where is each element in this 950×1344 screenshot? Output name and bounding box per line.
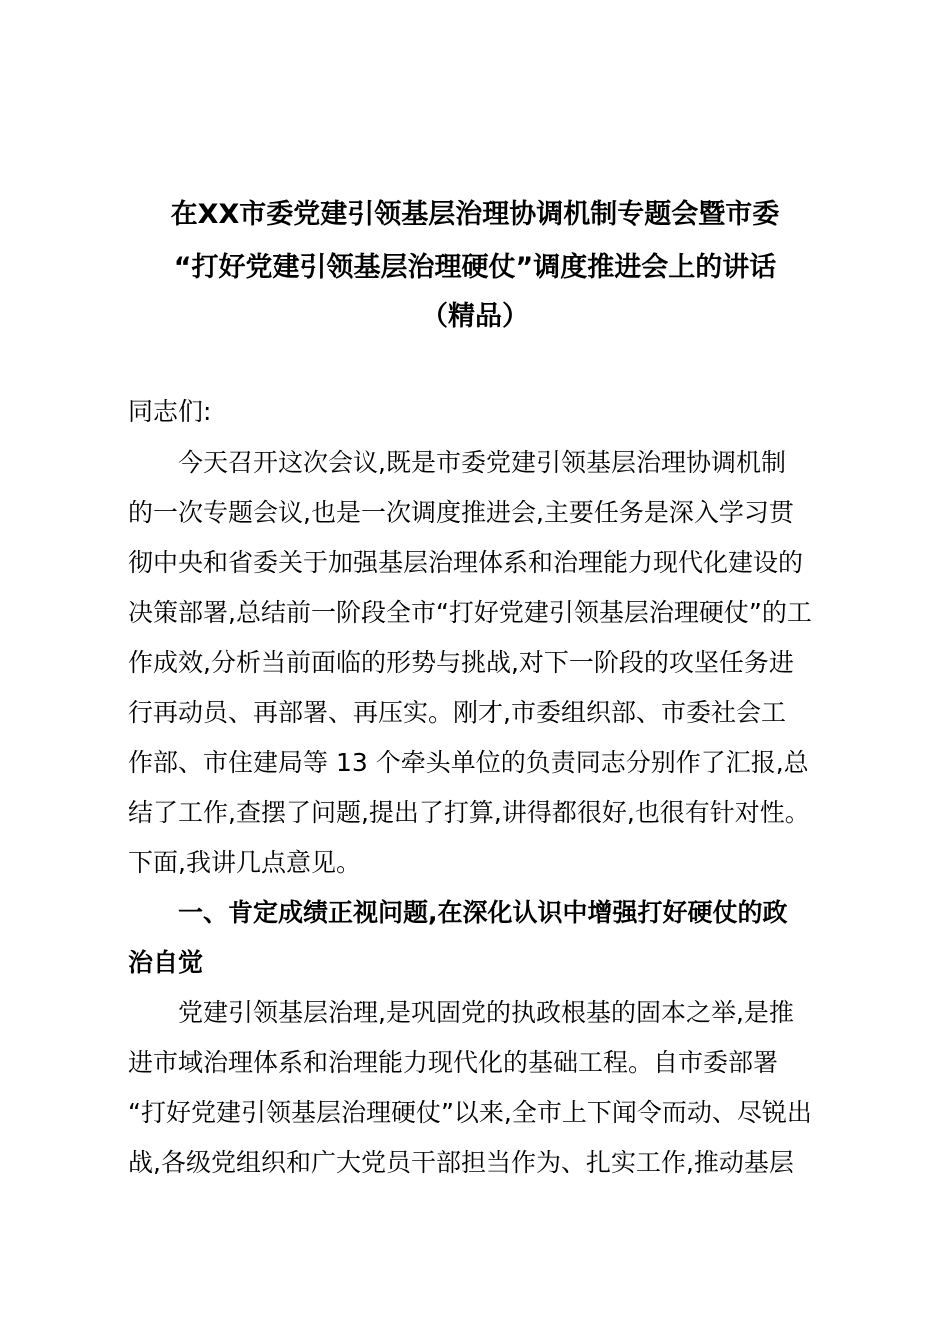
text-line: “打好党建引领基层治理硬仗”以来,全市上下闻令而动、尽锐出 (128, 1098, 812, 1127)
text-line: 党建引领基层治理,是巩固党的执政根基的固本之举,是推 (178, 998, 794, 1027)
heading-line: 治自觉 (128, 948, 204, 977)
text-line: 下面,我讲几点意见。 (128, 848, 361, 877)
text-line: 决策部署,总结前一阶段全市“打好党建引领基层治理硬仗”的工 (128, 598, 812, 627)
title-line: “打好党建引领基层治理硬仗”调度推进会上的讲话 (173, 252, 777, 283)
text-line: 今天召开这次会议,既是市委党建引领基层治理协调机制 (178, 448, 786, 477)
text-line: 作部、市住建局等 13 个牵头单位的负责同志分别作了汇报,总 (128, 748, 809, 777)
text-line: 战,各级党组织和广大党员干部担当作为、扎实工作,推动基层 (128, 1148, 794, 1177)
text-line: 结了工作,查摆了问题,提出了打算,讲得都很好,也很有针对性。 (128, 798, 810, 827)
text-line: 彻中央和省委关于加强基层治理体系和治理能力现代化建设的 (128, 548, 804, 577)
title-line: （精品） (421, 301, 529, 332)
text-line: 作成效,分析当前面临的形势与挑战,对下一阶段的攻坚任务进 (128, 648, 794, 677)
salutation: 同志们: (128, 397, 212, 426)
text-line: 行再动员、再部署、再压实。刚才,市委组织部、市委社会工 (128, 698, 786, 727)
text-line: 的一次专题会议,也是一次调度推进会,主要任务是深入学习贯 (128, 498, 794, 527)
title-line: 在XX市委党建引领基层治理协调机制专题会暨市委 (170, 199, 780, 230)
text-line: 进市域治理体系和治理能力现代化的基础工程。自市委部署 (128, 1048, 779, 1077)
heading-line: 一、肯定成绩正视问题,在深化认识中增强打好硬仗的政 (178, 898, 788, 927)
